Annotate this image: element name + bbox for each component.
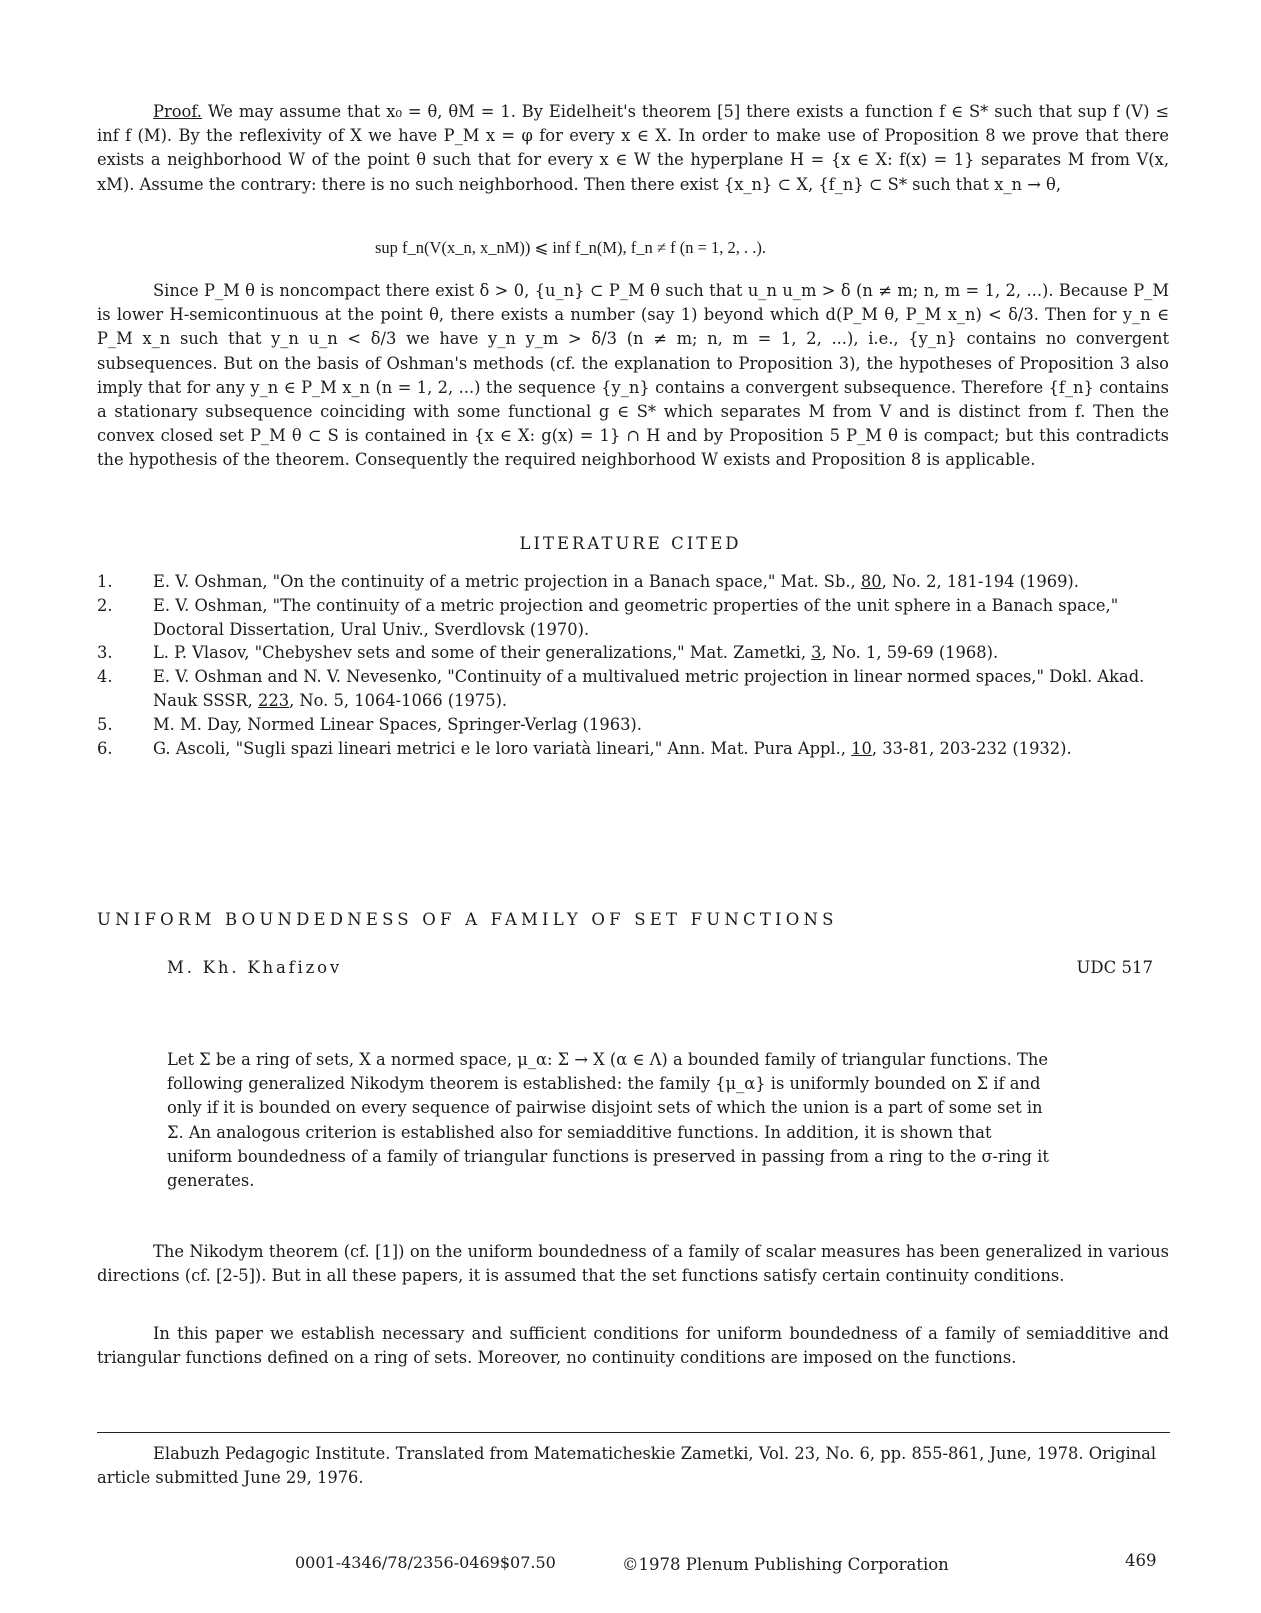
reference-item [97,570,1147,594]
footnote-divider [97,1432,1170,1433]
reference-volume: 10 [851,738,872,758]
intro-text-2: In this paper we establish necessary and sufficient conditions for uniform boundedness of a family of semiadditive and triangular functions defined on a ring of sets. Moreover, no continuity conditions are imposed on the functions. [97,1324,1169,1368]
reference-number: 1. [97,572,113,591]
article-title: UNIFORM BOUNDEDNESS OF A FAMILY OF SET FUNCTIONS [97,910,838,929]
reference-item [97,737,1147,761]
intro-text-1: The Nikodym theorem (cf. [1]) on the uniform boundedness of a family of scalar measures has been generalized in various directions (cf. [2-5]). But in all these papers, it is assumed that the set functions satisfy certain continuity conditions. [97,1242,1169,1286]
proof-label: Proof. [153,102,202,121]
udc-code: UDC 517 [1076,958,1153,977]
proof-continued-paragraph [97,279,1169,473]
reference-volume: 3 [811,643,822,663]
reference-number: 3. [97,643,113,663]
reference-text: E. V. Oshman, "The continuity of a metric projection and geometric properties of the unit sphere in a Banach space," Doctoral Dissertation, Ural Univ., Sverdlovsk (1970). [153,595,1119,639]
footnote [97,1442,1157,1490]
abstract: Let Σ be a ring of sets, X a normed space, μ_α: Σ → X (α ∈ Λ) a bounded family of triangular functions. The following generalized Nikodym theorem is established: the family {μ_α} is uniformly bounded on Σ if and only if it is bounded on every sequence of pairwise disjoint sets of which the union is a part of some set in Σ. An analogous criterion is established also for semiadditive functions. In addition, it is shown that uniform boundedness of a family of triangular functions is preserved in passing from a ring to the σ-ring it generates. [167,1050,1049,1191]
reference-list [97,570,1147,760]
intro-paragraph-1 [97,1240,1169,1288]
proof-text: We may assume that x₀ = θ, θM = 1. By Eidelheit's theorem [5] there exists a function f ∈ S* such that sup f (V) ≤ inf f (M). By the reflexivity of X we have P_M x = φ for every x ∈ X. In order to make use of Proposition 8 we prove that there exists a neighborhood W of the point θ such that for every x ∈ W the hyperplane H = {x ∈ X: f(x) = 1} separates M from V(x, xM). Assume the contrary: there is no such neighborhood. Then there exist {x_n} ⊂ X, {f_n} ⊂ S* such that x_n → θ, [97,102,1169,194]
reference-item [97,641,1147,665]
reference-text: L. P. Vlasov, "Chebyshev sets and some of their generalizations," Mat. Zametki, 3, No. 1, 59-69 (1968). [153,643,999,663]
display-equation: sup f_n(V(x_n, x_nM)) ⩽ inf f_n(M), f_n ≠ f (n = 1, 2, . .). [375,238,767,257]
reference-number: 4. [97,667,113,687]
reference-item [97,713,1147,737]
reference-volume: 80 [860,572,882,591]
page-number: 469 [1125,1551,1157,1570]
proof-continued-text: Since P_M θ is noncompact there exist δ > 0, {u_n} ⊂ P_M θ such that u_n u_m > δ (n ≠ m; n, m = 1, 2, ...). Because P_M is lower H-semicontinuous at the point θ, there exists a number (say 1) beyond which d(P_M θ, P_M x_n) < δ/3. Then for y_n ∈ P_M x_n such that y_n u_n < δ/3 we have y_n y_m > δ/3 (n ≠ m; n, m = 1, 2, ...), i.e., {y_n} contains no convergent subsequences. But on the basis of Oshman's methods (cf. the explanation to Proposition 3), the hypotheses of Proposition 3 also imply that for any y_n ∈ P_M x_n (n = 1, 2, ...) the sequence {y_n} contains a convergent subsequence. Therefore {f_n} contains a stationary subsequence coinciding with some functional g ∈ S* which separates M from V and is distinct from f. Then the convex closed set P_M θ ⊂ S is contained in {x ∈ X: g(x) = 1} ∩ H and by Proposition 5 P_M θ is compact; but this contradicts the hypothesis of the theorem. Consequently the required neighborhood W exists and Proposition 8 is applicable. [97,281,1169,470]
reference-number: 5. [97,714,113,734]
literature-heading: LITERATURE CITED [519,534,742,553]
reference-item [97,665,1147,713]
reference-volume: 223 [257,690,290,710]
article-author: M. Kh. Khafizov [167,958,342,977]
reference-text: G. Ascoli, "Sugli spazi lineari metrici e le loro variatà lineari," Ann. Mat. Pura Appl., 10, 33-81, 203-232 (1932). [153,738,1072,758]
intro-paragraph-2 [97,1322,1169,1370]
footnote-text: Elabuzh Pedagogic Institute. Translated from Matematicheskie Zametki, Vol. 23, No. 6, pp. 855-861, June, 1978. Original article submitted June 29, 1976. [97,1444,1157,1487]
reference-number: 6. [97,738,113,758]
reference-text: E. V. Oshman, "On the continuity of a metric projection in a Banach space," Mat. Sb., 80, No. 2, 181-194 (1969). [153,572,1079,591]
reference-text: E. V. Oshman and N. V. Nevesenko, "Continuity of a multivalued metric projection in linear normed spaces," Dokl. Akad. Nauk SSSR, 223, No. 5, 1064-1066 (1975). [153,667,1145,710]
publication-code: 0001-4346/78/2356-0469$07.50 [295,1553,556,1572]
reference-number: 2. [97,595,113,615]
reference-item [97,594,1147,642]
reference-text: M. M. Day, Normed Linear Spaces, Springer-Verlag (1963). [153,714,642,734]
copyright-notice: ©1978 Plenum Publishing Corporation [622,1555,949,1574]
proof-paragraph [97,100,1169,197]
